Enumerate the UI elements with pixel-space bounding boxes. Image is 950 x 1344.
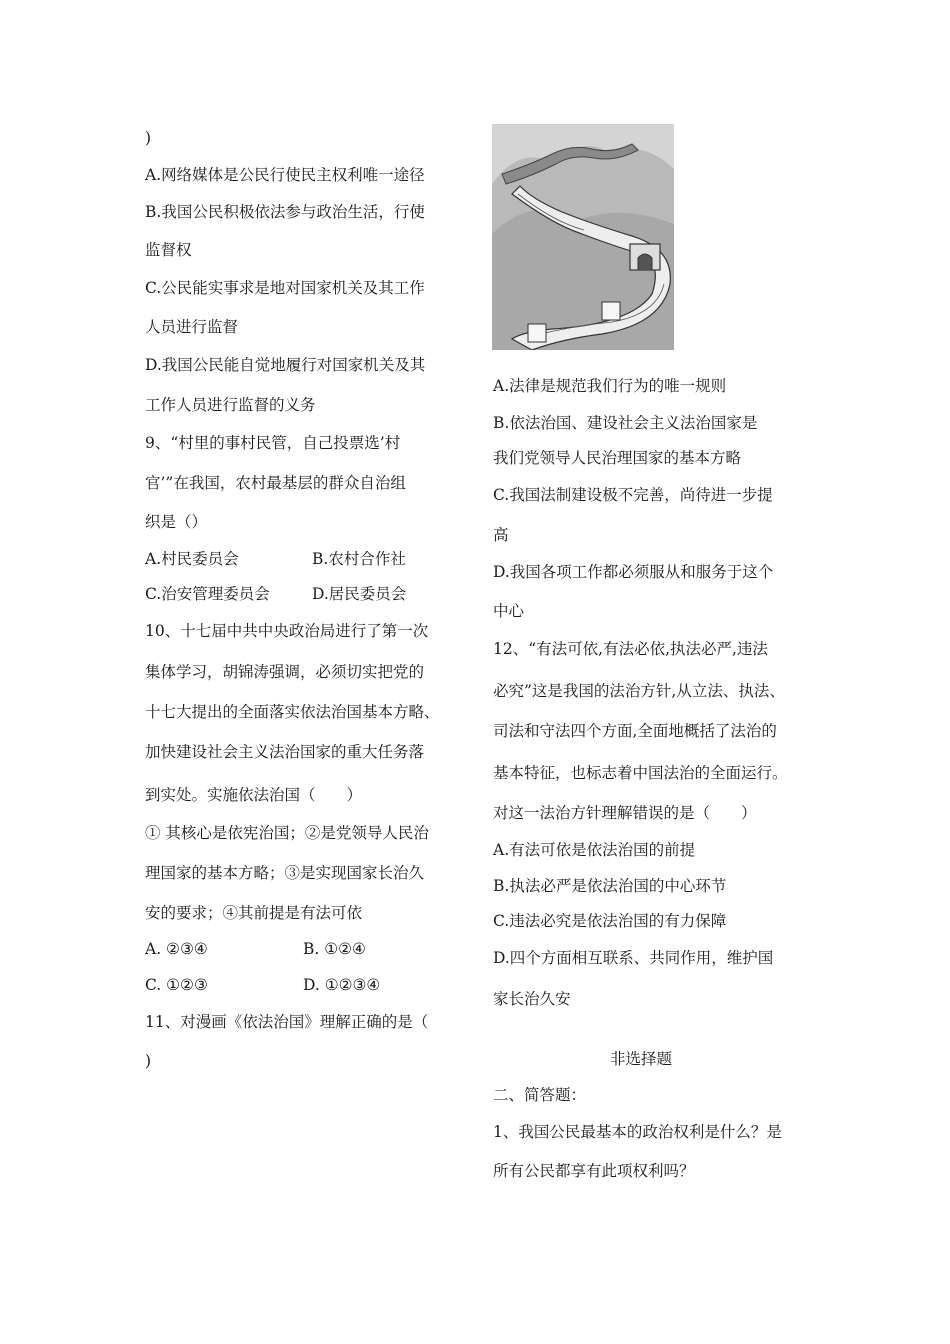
q10-line-6: ① 其核心是依宪治国；②是党领导人民治 — [145, 824, 429, 842]
q12-option-d: D.四个方面相互联系、共同作用，维护国 — [493, 949, 774, 967]
q12-line-4: 基本特征，也标志着中国法治的全面运行。 — [493, 764, 788, 782]
q8-option-b: B.我国公民积极依法参与政治生活，行使 — [145, 203, 425, 221]
q10-option-c: C. ①②③ — [145, 976, 208, 994]
q11-option-c-cont: 高 — [493, 526, 509, 544]
q10-line-2: 集体学习，胡锦涛强调，必须切实把党的 — [145, 663, 425, 681]
q8-option-d-cont: 工作人员进行监督的义务 — [145, 396, 316, 414]
q11-option-b: B.依法治国、建设社会主义法治国家是 — [493, 414, 758, 432]
q11-option-a: A.法律是规范我们行为的唯一规则 — [493, 377, 727, 395]
q8-option-b-cont: 监督权 — [145, 241, 192, 259]
q9-line-3: 织是（） — [145, 513, 208, 531]
q8-option-c: C.公民能实事求是地对国家机关及其工作 — [145, 279, 425, 297]
q10-option-d: D. ①②③④ — [303, 976, 381, 994]
q11-option-d: D.我国各项工作都必须服从和服务于这个 — [493, 563, 774, 581]
q8-option-c-cont: 人员进行监督 — [145, 318, 239, 336]
q9-line-2: 官’”在我国，农村最基层的群众自治组 — [145, 474, 406, 492]
q10-option-a: A. ②③④ — [145, 940, 208, 958]
q11-option-b-cont: 我们党领导人民治理国家的基本方略 — [493, 449, 742, 467]
q12-line-2: 必究”这是我国的法治方针,从立法、执法、 — [493, 682, 785, 700]
q11-option-c: C.我国法制建设极不完善，尚待进一步提 — [493, 486, 773, 504]
q12-option-b: B.执法必严是依法治国的中心环节 — [493, 877, 727, 895]
q9-option-c: C.治安管理委员会 — [145, 585, 270, 603]
q10-option-b: B. ①②④ — [303, 940, 366, 958]
q8-tail: ) — [145, 129, 152, 147]
great-wall-illustration — [492, 124, 674, 350]
short-answer-1-line-2: 所有公民都享有此项权利吗？ — [493, 1162, 695, 1180]
q10-line-4: 加快建设社会主义法治国家的重大任务落 — [145, 743, 425, 761]
q9-line-1: 9、“村里的事村民管，自己投票选’村 — [145, 434, 401, 452]
q12-option-a: A.有法可依是依法治国的前提 — [493, 841, 696, 859]
q12-line-5: 对这一法治方针理解错误的是（ ） — [493, 804, 757, 822]
q11-option-d-cont: 中心 — [493, 602, 525, 620]
q9-option-d: D.居民委员会 — [312, 585, 407, 603]
q11-line-2: ) — [145, 1052, 152, 1070]
q12-option-c: C.违法必究是依法治国的有力保障 — [493, 912, 727, 930]
section-subtitle: 二、简答题： — [493, 1086, 587, 1104]
q10-options-row-2 — [145, 975, 381, 995]
q9-options-row-2 — [145, 584, 407, 604]
q9-option-b: B.农村合作社 — [312, 550, 406, 568]
q10-line-3: 十七大提出的全面落实依法治国基本方略、 — [145, 703, 440, 721]
q10-line-1: 10、十七届中共中央政治局进行了第一次 — [145, 622, 429, 640]
q8-option-a: A.网络媒体是公民行使民主权利唯一途径 — [145, 166, 425, 184]
q9-option-a: A.村民委员会 — [145, 550, 239, 568]
great-wall-cartoon — [492, 124, 674, 350]
q10-line-7: 理国家的基本方略；③是实现国家长治久 — [145, 864, 425, 882]
q10-line-8: 安的要求；④其前提是有法可依 — [145, 904, 363, 922]
q11-line-1: 11、对漫画《依法治国》理解正确的是（ — [145, 1013, 429, 1031]
q10-line-5: 到实处。实施依法治国（ ） — [145, 786, 363, 804]
q12-line-3: 司法和守法四个方面,全面地概括了法治的 — [493, 722, 777, 740]
q12-option-d-cont: 家长治久安 — [493, 990, 571, 1008]
q10-options-row-1 — [145, 939, 366, 959]
section-title: 非选择题 — [610, 1050, 673, 1068]
q9-options-row-1 — [145, 549, 406, 569]
short-answer-1-line-1: 1、我国公民最基本的政治权利是什么？是 — [493, 1123, 782, 1141]
q12-line-1: 12、“有法可依,有法必依,执法必严,违法 — [493, 640, 768, 658]
q8-option-d: D.我国公民能自觉地履行对国家机关及其 — [145, 356, 426, 374]
